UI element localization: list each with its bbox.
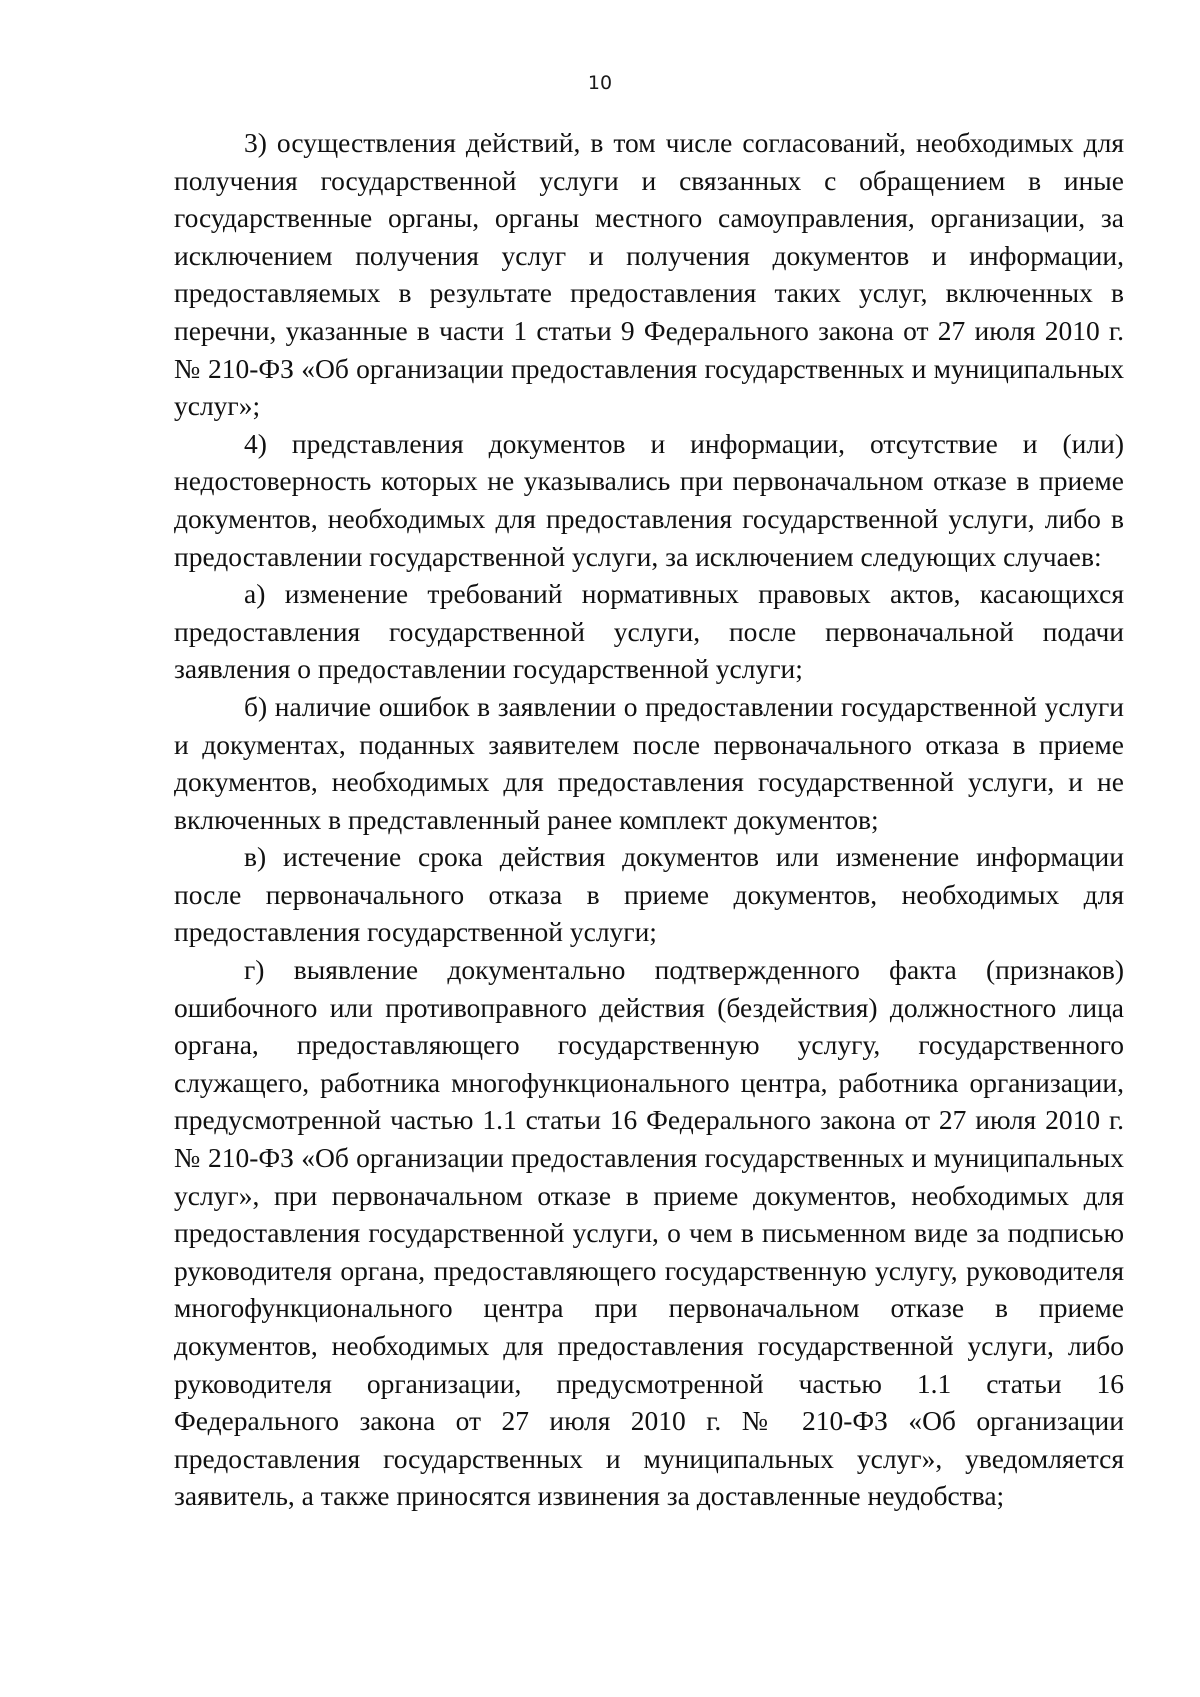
paragraph-item-3: 3) осуществления действий, в том числе согласований, необходимых для получения государственной услуги и связанных с обращением в иные государственные органы, органы местного самоуправления, организации, за исключением получения услуг и получения документов и информации, предоставляемых в результате предоставления таких услуг, включенных в перечни, указанные в части 1 статьи 9 Федерального закона от 27 июля 2010 г. № 210-ФЗ «Об организации предоставления государственных и муниципальных услуг»; bbox=[174, 127, 1124, 422]
document-body bbox=[174, 124, 1124, 1515]
page-number: 10 bbox=[587, 72, 613, 94]
paragraph-subitem-g: г) выявление документально подтвержденного факта (признаков) ошибочного или противоправного действия (бездействия) должностного лица органа, предоставляющего государственную услугу, государственного служащего, работника многофункционального центра, работника организации, предусмотренной частью 1.1 статьи 16 Федерального закона от 27 июля 2010 г. № 210-ФЗ «Об организации предоставления государственных и муниципальных услуг», при первоначальном отказе в приеме документов, необходимых для предоставления государственной услуги, о чем в письменном виде за подписью руководителя органа, предоставляющего государственную услугу, руководителя многофункционального центра при первоначальном отказе в приеме документов, необходимых для предоставления государственной услуги, либо руководителя организации, предусмотренной частью 1.1 статьи 16 Федерального закона от 27 июля 2010 г. № 210-ФЗ «Об организации предоставления государственных и муниципальных услуг», уведомляется заявитель, а также приносятся извинения за доставленные неудобства; bbox=[174, 954, 1124, 1512]
paragraph-subitem-a: а) изменение требований нормативных правовых актов, касающихся предоставления государственной услуги, после первоначальной подачи заявления о предоставлении государственной услуги; bbox=[174, 578, 1124, 685]
paragraph-item-4: 4) представления документов и информации, отсутствие и (или) недостоверность которых не указывались при первоначальном отказе в приеме документов, необходимых для предоставления государственной услуги, либо в предоставлении государственной услуги, за исключением следующих случаев: bbox=[174, 427, 1124, 572]
paragraph-subitem-v: в) истечение срока действия документов или изменение информации после первоначального отказа в приеме документов, необходимых для предоставления государственной услуги; bbox=[174, 841, 1124, 948]
paragraph-subitem-b: б) наличие ошибок в заявлении о предоставлении государственной услуги и документах, поданных заявителем после первоначального отказа в приеме документов, необходимых для предоставления государственной услуги, и не включенных в представленный ранее комплект документов; bbox=[174, 690, 1124, 835]
